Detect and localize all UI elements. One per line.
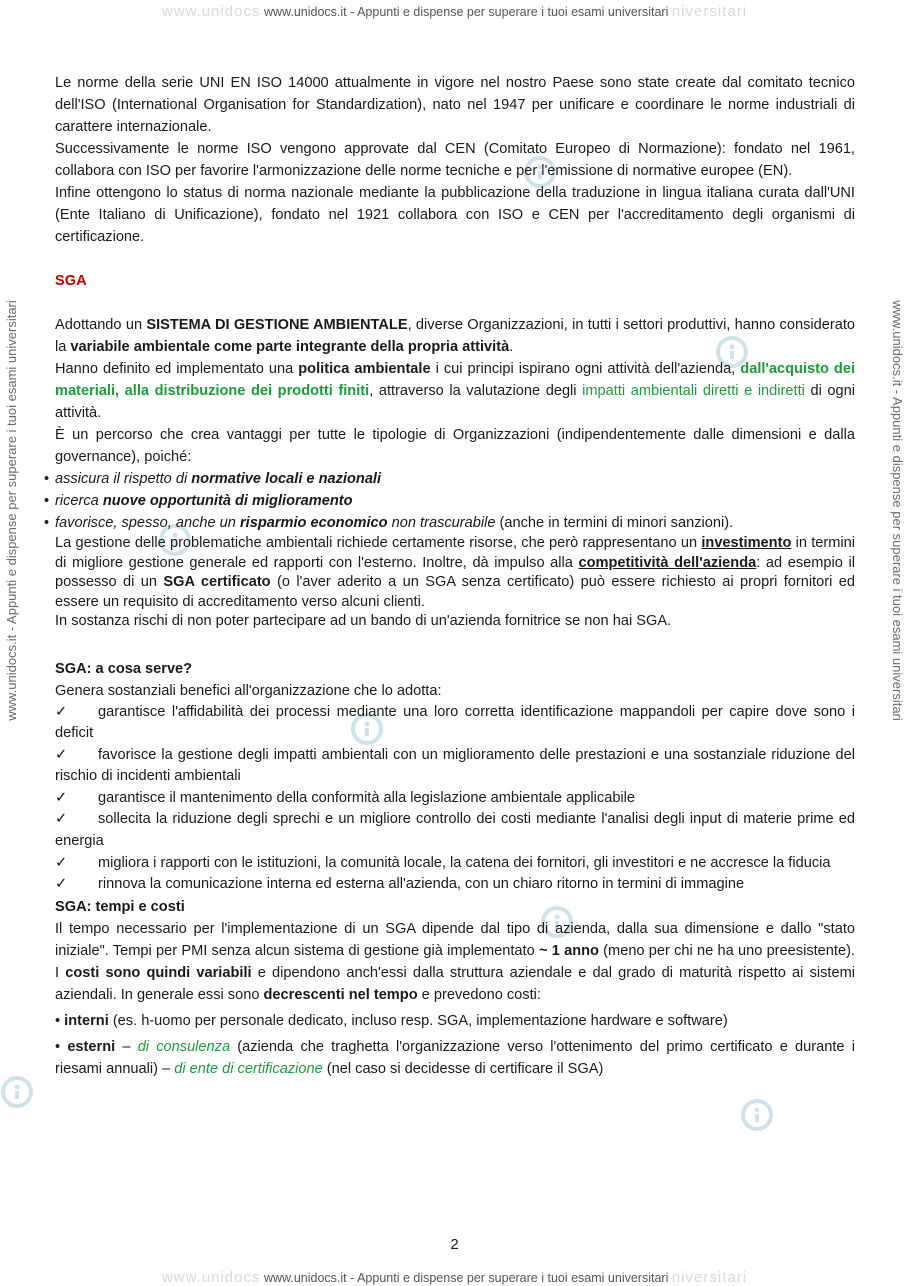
watermark-ghost-right: niversitari [671,1269,748,1286]
check-icon: ✓ [55,789,68,806]
watermark-text: www.unidocs.it - Appunti e dispense per superare i tuoi esami universitari [263,5,669,19]
page-number: 2 [450,1236,459,1253]
sga-heading: SGA [55,273,87,289]
intro-paragraph-2: Successivamente le norme ISO vengono approvate dal CEN (Comitato Europeo di Normazione): fondato nel 1961, collabora con ISO per favorire l'armonizzazione delle norme tecniche e per l'emissione di normative europee (EN). [55,141,855,179]
intro-paragraph-3: Infine ottengono lo status di norma nazionale mediante la pubblicazione della traduzione in lingua italiana curata dall'UNI (Ente Italiano di Unificazione), fondato nel 1921 collabora con ISO e CEN per l'accreditamento degli organismi di certificazione. [55,185,855,245]
benefit-item: ✓ favorisce la gestione degli impatti ambientali con un miglioramento delle prestazioni e una sostanziale riduzione del rischio di incidenti ambientali [55,746,855,785]
check-icon: ✓ [55,811,68,828]
right-side-watermark [888,130,906,890]
left-side-watermark [2,130,20,890]
purpose-intro: Genera sostanziali benefici all'organizzazione che lo adotta: [55,682,442,699]
check-icon: ✓ [55,746,68,763]
benefit-item: ✓ garantisce il mantenimento della conformità alla legislazione ambientale applicabile [55,788,855,810]
sga-paragraph-5: In sostanza rischi di non poter partecipare ad un bando di un'azienda fornitrice se non hai SGA. [55,613,672,629]
sga-bullet-item: • assicura il rispetto di normative locali e nazionali [44,471,382,487]
sga-paragraph-2: Hanno definito ed implementato una politica ambientale i cui principi ispirano ogni attività dell'azienda, dall'acquisto dei materiali, alla distribuzione dei prodotti finiti, attraverso la valutazione degli impatti ambientali diretti e indiretti di ogni attività. [55,361,856,421]
footer-watermark [0,1269,909,1286]
unidocs-logo-icon [740,1098,774,1132]
sga-bullet-item: • ricerca nuove opportunità di miglioramento [44,493,353,509]
external-costs-item: • esterni – di consulenza (azienda che traghetta l'organizzazione verso l'ottenimento del primo certificato e durante i riesami annuali) – di ente di certificazione (nel caso si decidesse di certificare il SGA) [55,1038,855,1077]
intro-paragraph-1: Le norme della serie UNI EN ISO 14000 attualmente in vigore nel nostro Paese sono state create dal comitato tecnico dell'ISO (International Organisation for Standardization), nato nel 1947 per unificare e coordinare le norme industriali di carattere internazionale. [55,75,855,135]
purpose-heading: SGA: a cosa serve? [55,660,193,677]
watermark-text: www.unidocs.it - Appunti e dispense per superare i tuoi esami universitari [263,1271,669,1285]
watermark-ghost-right: niversitari [671,3,748,20]
benefit-item: ✓ sollecita la riduzione degli sprechi e un migliore controllo dei costi mediante l'analisi degli input di materie prime ed energia [55,811,855,850]
watermark-ghost-left: www.unidocs [161,3,261,20]
check-icon: ✓ [55,703,68,720]
sga-paragraph-1: Adottando un SISTEMA DI GESTIONE AMBIENTALE, diverse Organizzazioni, in tutti i settori produttivi, hanno considerato la variabile ambientale come parte integrante della propria attività. [55,317,855,355]
left-side-watermark-text: www.unidocs.it - Appunti e dispense per superare i tuoi esami universitari [3,299,19,721]
watermark-ghost-left: www.unidocs [161,1269,261,1286]
sga-paragraph-3: È un percorso che crea vantaggi per tutte le tipologie di Organizzazioni (indipendentemente dalle dimensioni e dalla governance), poiché: [55,427,855,465]
benefit-item: ✓ migliora i rapporti con le istituzioni, la comunità locale, la catena dei fornitori, gli investitori e ne accresce la fiducia [55,853,855,875]
sga-bullet-item: • favorisce, spesso, anche un risparmio economico non trascurabile (anche in termini di minori sanzioni). [44,515,734,531]
header-watermark [0,3,909,20]
check-icon: ✓ [55,876,68,893]
check-icon: ✓ [55,854,68,871]
timing-paragraph: Il tempo necessario per l'implementazione di un SGA dipende dal tipo di azienda, dalla sua dimensione e dallo "stato iniziale". Tempi per PMI senza alcun sistema di gestione già implementato ~ 1 anno (meno per chi ne ha uno preesistente). I costi sono quindi variabili e dipendono anch'essi dalla struttura aziendale e dal grado di maturità rispetto ai sistemi aziendali. In generale essi sono decrescenti nel tempo e prevedono costi: [55,920,855,1003]
document-body [44,72,856,1080]
sga-paragraph-4: La gestione delle problematiche ambientali richiede certamente risorse, che però rappresentano un investimento in termini di migliore gestione generale ed rapporti con l'esterno. Inoltre, dà impulso alla competitività dell'azienda: ad esempio il possesso di un SGA certificato (o l'aver aderito a un SGA senza certificato) può essere richiesto ai propri fornitori ed essere un requisito di accreditamento verso alcuni clienti. [55,535,855,610]
timing-heading: SGA: tempi e costi [55,898,185,915]
right-side-watermark-text: www.unidocs.it - Appunti e dispense per superare i tuoi esami universitari [889,299,905,721]
benefit-item: ✓ rinnova la comunicazione interna ed esterna all'azienda, con un chiaro ritorno in termini di immagine [55,874,855,896]
benefit-item: ✓ garantisce l'affidabilità dei processi mediante una loro corretta identificazione mappandoli per capire dove sono i deficit [55,703,855,742]
unidocs-logo-icon [0,1075,34,1109]
internal-costs-item: • interni (es. h-uomo per personale dedicato, incluso resp. SGA, implementazione hardware e software) [55,1012,728,1029]
